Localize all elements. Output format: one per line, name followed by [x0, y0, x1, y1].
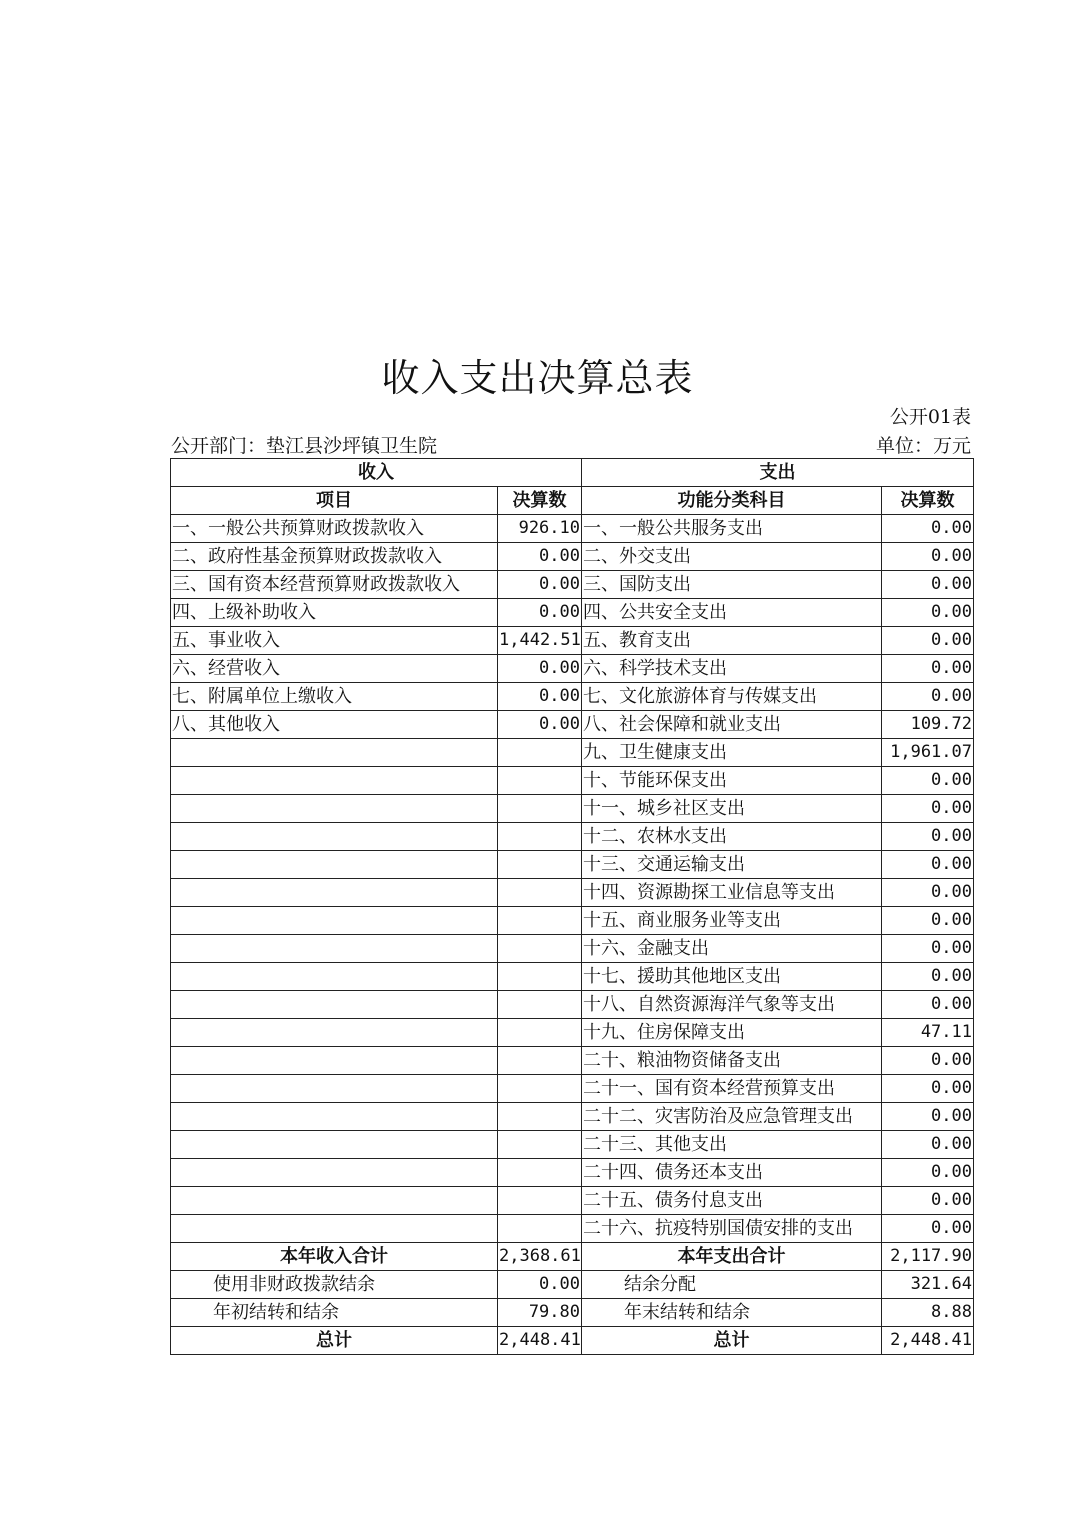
expense-item-cell: 二十三、其他支出: [582, 1131, 882, 1159]
table-row: [171, 543, 974, 571]
page-title: 收入支出决算总表: [381, 356, 694, 400]
table-row: [171, 1075, 974, 1103]
income-item-cell: [171, 991, 498, 1019]
expense-item-cell: 二十一、国有资本经营预算支出: [582, 1075, 882, 1103]
unit-label: 单位：万元: [875, 435, 971, 457]
grand-total-label-left: 总计: [171, 1327, 498, 1355]
income-item-cell: [171, 767, 498, 795]
table-row: [171, 851, 974, 879]
expense-item-cell: 十、节能环保支出: [582, 767, 882, 795]
income-amount-cell: [498, 963, 582, 991]
expense-item-cell: 十四、资源勘探工业信息等支出: [582, 879, 882, 907]
expense-amount-cell: 47.11: [882, 1019, 974, 1047]
expense-amount-cell: 0.00: [882, 515, 974, 543]
table-row: [171, 991, 974, 1019]
expense-amount-cell: 1,961.07: [882, 739, 974, 767]
income-amount-cell: [498, 907, 582, 935]
expense-amount-cell: 0.00: [882, 1187, 974, 1215]
expense-amount-cell: 109.72: [882, 711, 974, 739]
income-amount-cell: 0.00: [498, 655, 582, 683]
year-income-label: 本年收入合计: [171, 1243, 498, 1271]
end-balance-value: 8.88: [882, 1299, 974, 1327]
nonfiscal-value: 0.00: [498, 1271, 582, 1299]
expense-item-cell: 二十二、灾害防治及应急管理支出: [582, 1103, 882, 1131]
income-amount-cell: [498, 1131, 582, 1159]
grand-total-value-left: 2,448.41: [498, 1327, 582, 1355]
balance-row: [171, 1299, 974, 1327]
income-item-cell: [171, 1075, 498, 1103]
income-item-cell: [171, 851, 498, 879]
table-row: [171, 795, 974, 823]
income-item-cell: [171, 1103, 498, 1131]
begin-balance-label: 年初结转和结余: [171, 1299, 498, 1327]
table-row: [171, 1131, 974, 1159]
income-amount-cell: 0.00: [498, 683, 582, 711]
table-row: [171, 935, 974, 963]
expense-item-cell: 二十四、债务还本支出: [582, 1159, 882, 1187]
expense-amount-cell: 0.00: [882, 627, 974, 655]
income-amount-cell: [498, 851, 582, 879]
year-income-value: 2,368.61: [498, 1243, 582, 1271]
group-header-row: [171, 459, 974, 487]
income-item-cell: 三、国有资本经营预算财政拨款收入: [171, 571, 498, 599]
surplus-label: 结余分配: [582, 1271, 882, 1299]
income-item-cell: [171, 935, 498, 963]
expense-item-cell: 十八、自然资源海洋气象等支出: [582, 991, 882, 1019]
table-row: [171, 907, 974, 935]
income-amount-cell: 0.00: [498, 543, 582, 571]
expense-amount-cell: 0.00: [882, 1215, 974, 1243]
begin-balance-value: 79.80: [498, 1299, 582, 1327]
nonfiscal-label: 使用非财政拨款结余: [171, 1271, 498, 1299]
expense-amount-cell: 0.00: [882, 767, 974, 795]
expense-amount-cell: 0.00: [882, 823, 974, 851]
table-row: [171, 515, 974, 543]
grand-total-value-right: 2,448.41: [882, 1327, 974, 1355]
item-column-header: 项目: [171, 487, 498, 515]
expense-amount-cell: 0.00: [882, 963, 974, 991]
expense-amount-cell: 0.00: [882, 879, 974, 907]
income-amount-cell: 1,442.51: [498, 627, 582, 655]
expense-item-cell: 二十五、债务付息支出: [582, 1187, 882, 1215]
income-item-cell: [171, 795, 498, 823]
income-item-cell: 八、其他收入: [171, 711, 498, 739]
table-row: [171, 1103, 974, 1131]
table-row: [171, 599, 974, 627]
expense-amount-cell: 0.00: [882, 795, 974, 823]
year-expense-label: 本年支出合计: [582, 1243, 882, 1271]
amount2-column-header: 决算数: [882, 487, 974, 515]
income-amount-cell: [498, 739, 582, 767]
table-row: [171, 963, 974, 991]
table-row: [171, 1215, 974, 1243]
expense-amount-cell: 0.00: [882, 991, 974, 1019]
income-amount-cell: [498, 1075, 582, 1103]
expense-amount-cell: 0.00: [882, 907, 974, 935]
amount-column-header: 决算数: [498, 487, 582, 515]
income-amount-cell: 0.00: [498, 571, 582, 599]
expense-item-cell: 五、教育支出: [582, 627, 882, 655]
income-amount-cell: [498, 1019, 582, 1047]
expense-item-cell: 十六、金融支出: [582, 935, 882, 963]
expense-item-cell: 十五、商业服务业等支出: [582, 907, 882, 935]
income-item-cell: [171, 1047, 498, 1075]
income-item-cell: [171, 739, 498, 767]
income-item-cell: [171, 1159, 498, 1187]
grand-total-label-right: 总计: [582, 1327, 882, 1355]
income-item-cell: [171, 879, 498, 907]
expense-item-cell: 七、文化旅游体育与传媒支出: [582, 683, 882, 711]
income-item-cell: 四、上级补助收入: [171, 599, 498, 627]
income-header: 收入: [171, 459, 582, 487]
table-row: [171, 627, 974, 655]
carryover-row: [171, 1271, 974, 1299]
table-row: [171, 1019, 974, 1047]
surplus-value: 321.64: [882, 1271, 974, 1299]
income-item-cell: 七、附属单位上缴收入: [171, 683, 498, 711]
expense-amount-cell: 0.00: [882, 683, 974, 711]
table-row: [171, 571, 974, 599]
table-row: [171, 767, 974, 795]
income-amount-cell: [498, 1187, 582, 1215]
income-item-cell: [171, 1131, 498, 1159]
income-item-cell: [171, 963, 498, 991]
table-row: [171, 655, 974, 683]
income-item-cell: 五、事业收入: [171, 627, 498, 655]
function-column-header: 功能分类科目: [582, 487, 882, 515]
end-balance-label: 年末结转和结余: [582, 1299, 882, 1327]
table-row: [171, 879, 974, 907]
income-amount-cell: [498, 935, 582, 963]
expense-item-cell: 三、国防支出: [582, 571, 882, 599]
expense-amount-cell: 0.00: [882, 851, 974, 879]
table-row: [171, 1047, 974, 1075]
expense-item-cell: 十九、住房保障支出: [582, 1019, 882, 1047]
expense-amount-cell: 0.00: [882, 1103, 974, 1131]
income-item-cell: [171, 907, 498, 935]
expense-item-cell: 九、卫生健康支出: [582, 739, 882, 767]
form-number: 公开01表: [889, 406, 971, 428]
income-item-cell: [171, 1215, 498, 1243]
income-amount-cell: [498, 1103, 582, 1131]
budget-table: [170, 458, 974, 1355]
income-amount-cell: [498, 795, 582, 823]
expense-header: 支出: [582, 459, 974, 487]
expense-amount-cell: 0.00: [882, 543, 974, 571]
expense-amount-cell: 0.00: [882, 599, 974, 627]
table-row: [171, 1187, 974, 1215]
expense-amount-cell: 0.00: [882, 935, 974, 963]
table-row: [171, 683, 974, 711]
income-item-cell: 二、政府性基金预算财政拨款收入: [171, 543, 498, 571]
expense-item-cell: 八、社会保障和就业支出: [582, 711, 882, 739]
income-item-cell: [171, 1187, 498, 1215]
expense-amount-cell: 0.00: [882, 1047, 974, 1075]
expense-item-cell: 二十六、抗疫特别国债安排的支出: [582, 1215, 882, 1243]
expense-item-cell: 二十、粮油物资储备支出: [582, 1047, 882, 1075]
grand-total-row: [171, 1327, 974, 1355]
table-row: [171, 739, 974, 767]
year-total-row: [171, 1243, 974, 1271]
income-item-cell: 六、经营收入: [171, 655, 498, 683]
expense-item-cell: 六、科学技术支出: [582, 655, 882, 683]
expense-item-cell: 二、外交支出: [582, 543, 882, 571]
expense-amount-cell: 0.00: [882, 571, 974, 599]
expense-item-cell: 四、公共安全支出: [582, 599, 882, 627]
income-amount-cell: 0.00: [498, 711, 582, 739]
expense-amount-cell: 0.00: [882, 1131, 974, 1159]
income-amount-cell: 0.00: [498, 599, 582, 627]
department-label: 公开部门：垫江县沙坪镇卫生院: [171, 435, 438, 457]
table-row: [171, 823, 974, 851]
income-amount-cell: 926.10: [498, 515, 582, 543]
income-amount-cell: [498, 1047, 582, 1075]
income-item-cell: [171, 1019, 498, 1047]
expense-item-cell: 一、一般公共服务支出: [582, 515, 882, 543]
expense-amount-cell: 0.00: [882, 1075, 974, 1103]
income-amount-cell: [498, 767, 582, 795]
expense-amount-cell: 0.00: [882, 1159, 974, 1187]
income-amount-cell: [498, 879, 582, 907]
income-item-cell: 一、一般公共预算财政拨款收入: [171, 515, 498, 543]
income-amount-cell: [498, 1215, 582, 1243]
expense-item-cell: 十二、农林水支出: [582, 823, 882, 851]
expense-item-cell: 十一、城乡社区支出: [582, 795, 882, 823]
income-amount-cell: [498, 991, 582, 1019]
expense-item-cell: 十三、交通运输支出: [582, 851, 882, 879]
income-amount-cell: [498, 1159, 582, 1187]
table-row: [171, 711, 974, 739]
table-row: [171, 1159, 974, 1187]
column-header-row: [171, 487, 974, 515]
year-expense-value: 2,117.90: [882, 1243, 974, 1271]
expense-amount-cell: 0.00: [882, 655, 974, 683]
income-item-cell: [171, 823, 498, 851]
expense-item-cell: 十七、援助其他地区支出: [582, 963, 882, 991]
income-amount-cell: [498, 823, 582, 851]
